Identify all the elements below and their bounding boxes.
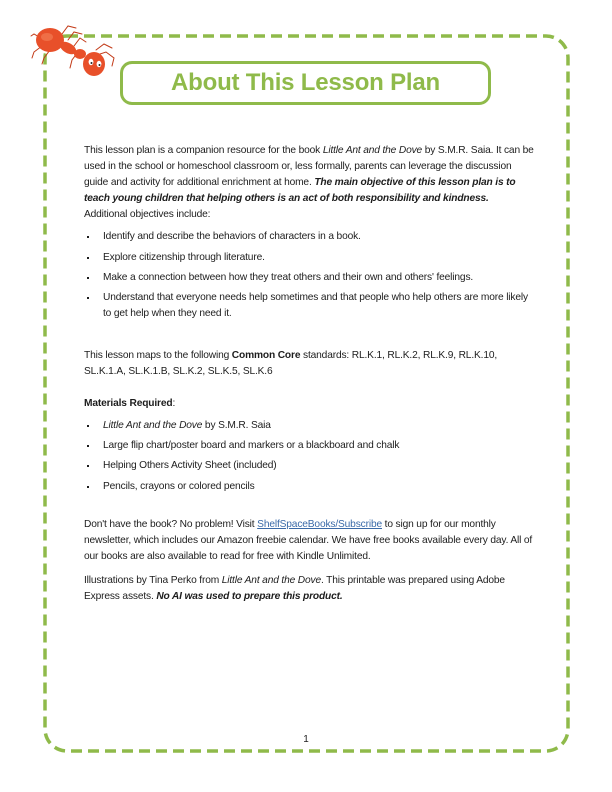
- credits-middle: . This printable was prepared using Adobe Express assets.: [84, 574, 505, 602]
- objective-item: Make a connection between how they treat others and their own and others' feelings.: [84, 270, 534, 286]
- page-number: 1: [303, 734, 309, 745]
- materials-heading-label: Materials Required: [84, 398, 173, 410]
- subscribe-paragraph: [84, 517, 534, 565]
- materials-list: [84, 418, 534, 494]
- material-book-title: Little Ant and the Dove: [103, 420, 203, 432]
- page-title: About This Lesson Plan: [171, 69, 440, 96]
- intro-paragraph: [84, 143, 534, 223]
- material-item: [84, 418, 534, 434]
- ant-illustration-icon: [28, 22, 120, 82]
- subscribe-prefix: Don't have the book? No problem! Visit: [84, 518, 258, 530]
- material-item: Large flip chart/poster board and markers or a blackboard and chalk: [84, 438, 534, 454]
- intro-text-1: This lesson plan is a companion resource for the book: [84, 145, 323, 156]
- materials-heading: [84, 396, 534, 412]
- objective-item: Explore citizenship through literature.: [84, 250, 534, 266]
- no-ai-statement: No AI was used to prepare this product.: [156, 590, 343, 602]
- standards-emphasis: Common Core: [231, 349, 301, 361]
- credits-book-title: Little Ant and the Dove: [221, 574, 321, 586]
- credits-prefix: Illustrations by Tina Perko from: [84, 574, 222, 586]
- intro-text-2: by S.M.R. Saia. It can be used in the school or homeschool classroom or, less formally, parents can leverage the discussion guide and activity for additional enrichment at home.: [84, 145, 534, 189]
- main-objective: The main objective of this lesson plan is to teach young children that helping others is an act of both responsibility and kindness.: [84, 177, 516, 205]
- subscribe-link[interactable]: ShelfSpaceBooks/Subscribe: [257, 518, 382, 530]
- materials-heading-colon: :: [172, 398, 176, 410]
- standards-prefix: This lesson maps to the following: [84, 349, 232, 361]
- material-item: Helping Others Activity Sheet (included): [84, 458, 534, 474]
- subscribe-suffix: to sign up for our monthly newsletter, which includes our Amazon freebie calendar. We have free books available every day. All of our books are also available to read for free with Kindle Unlimited.: [84, 518, 533, 562]
- title-banner: [120, 61, 491, 105]
- material-book-author: by S.M.R. Saia: [202, 420, 271, 432]
- lesson-content: [84, 143, 534, 605]
- intro-book-title: Little Ant and the Dove: [322, 145, 423, 156]
- material-item: Pencils, crayons or colored pencils: [84, 479, 534, 495]
- objective-item: Understand that everyone needs help sometimes and that people who help others are more likely to get help when they need it.: [84, 290, 534, 322]
- standards-suffix: standards: RL.K.1, RL.K.2, RL.K.9, RL.K.10, SL.K.1.A, SL.K.1.B, SL.K.2, SL.K.5, SL.K.6: [84, 349, 498, 378]
- standards-paragraph: [84, 348, 534, 380]
- intro-text-3: Additional objectives include:: [84, 209, 211, 221]
- objectives-list: [84, 229, 534, 321]
- objective-item: Identify and describe the behaviors of characters in a book.: [84, 229, 534, 245]
- credits-paragraph: [84, 573, 534, 605]
